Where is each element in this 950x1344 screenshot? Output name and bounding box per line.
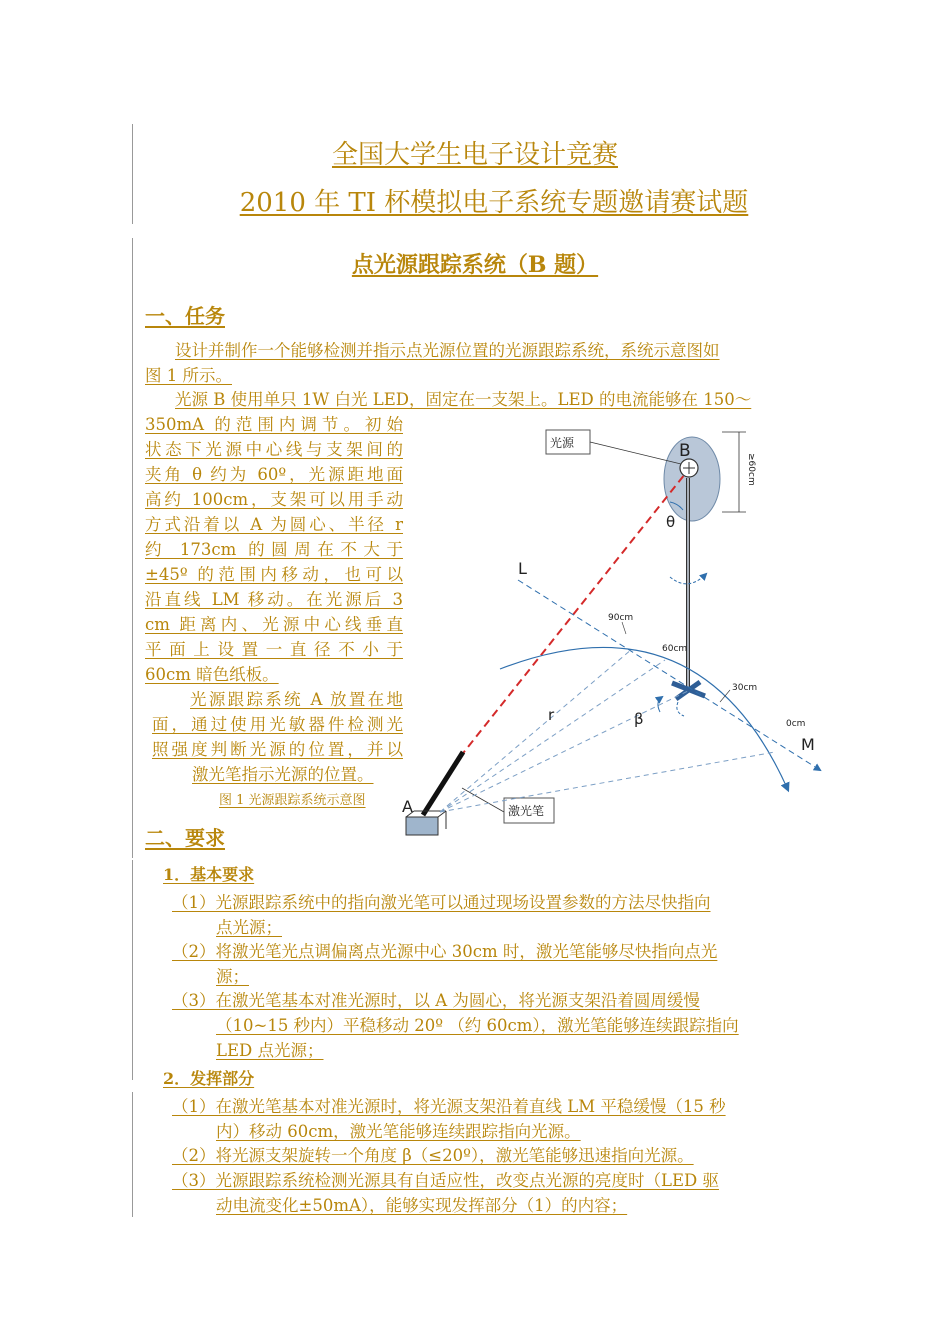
text-line: 光源 B 使用单只 1W 白光 LED，固定在一支架上。LED 的电流能够在 150～ — [175, 390, 752, 409]
text-line: cm 距离内、光源中心线垂直 — [145, 615, 403, 634]
text-line: 60cm 暗色纸板。 — [145, 665, 279, 684]
text-line: （3）光源跟踪系统检测光源具有自适应性，改变点光源的亮度时（LED 驱 — [172, 1171, 719, 1190]
label-30cm: 30cm — [732, 683, 758, 693]
exam-title — [0, 182, 950, 219]
exam-title-text: 2010 年 TI 杯模拟电子系统专题邀请赛试题 — [239, 188, 749, 218]
extra-requirements-heading: 2．发挥部分 — [163, 1069, 255, 1088]
text-line: 照强度判断光源的位置，并以 — [152, 740, 403, 759]
dark-board — [664, 437, 720, 521]
label-r: r — [548, 706, 555, 724]
text-line: 沿直线 LM 移动。在光源后 3 — [145, 590, 403, 609]
change-bar — [132, 860, 133, 1080]
problem-title: 点光源跟踪系统（B 题） — [351, 252, 599, 278]
task-paragraph-3 — [152, 687, 403, 787]
text-line: 面，通过使用光敏器件检测光 — [152, 715, 403, 734]
task-paragraph-1 — [145, 338, 807, 388]
label-a: A — [402, 797, 413, 816]
text-line: （3）在激光笔基本对准光源时，以 A 为圆心，将光源支架沿着圆周缓慢 — [172, 991, 700, 1010]
height-label: ≥60cm — [746, 453, 756, 486]
text-line: 设计并制作一个能够检测并指示点光源位置的光源跟踪系统，系统示意图如 — [175, 341, 720, 360]
theta-label: θ — [666, 513, 676, 531]
change-bar — [132, 1092, 133, 1217]
line-lm — [518, 580, 820, 770]
extra-item-1 — [172, 1094, 807, 1144]
text-line: 图 1 所示。 — [145, 366, 232, 385]
figure-caption: 图 1 光源跟踪系统示意图 — [219, 793, 366, 808]
label-90cm: 90cm — [608, 613, 634, 623]
section-requirements-heading: 二、要求 — [145, 826, 225, 850]
label-60cm: 60cm — [662, 644, 688, 654]
text-line: 高约 100cm，支架可以用手动 — [145, 490, 403, 509]
competition-title: 全国大学生电子设计竞赛 — [331, 140, 618, 170]
text-line: （2）将光源支架旋转一个角度 β（≤20º），激光笔能够迅速指向光源。 — [172, 1146, 694, 1165]
task-paragraph-2-wrap — [145, 412, 403, 687]
text-line: LED 点光源； — [216, 1041, 324, 1060]
label-0cm: 0cm — [786, 719, 806, 729]
text-line: 动电流变化±50mA），能够实现发挥部分（1）的内容； — [216, 1196, 628, 1215]
basic-item-1 — [172, 890, 807, 940]
text-line: 夹角 θ 约为 60º，光源距地面 — [145, 465, 403, 484]
radius-arc — [500, 647, 788, 790]
text-line: （1）光源跟踪系统中的指向激光笔可以通过现场设置参数的方法尽快指向 — [172, 893, 711, 912]
light-source-label: 光源 — [550, 436, 575, 450]
text-line: （2）将激光笔光点调偏离点光源中心 30cm 时，激光笔能够尽快指向点光 — [172, 942, 718, 961]
extra-item-3 — [172, 1168, 807, 1218]
laser-beam — [460, 474, 688, 757]
text-line: 350mA 的范围内调节。初始 — [145, 415, 403, 434]
label-l: L — [518, 559, 527, 578]
tracking-device-a — [406, 817, 438, 835]
label-b: B — [679, 441, 691, 461]
basic-requirements-heading: 1．基本要求 — [163, 865, 255, 884]
text-line: （10~15 秒内）平稳移动 20º （约 60cm），激光笔能够连续跟踪指向 — [216, 1016, 739, 1035]
text-line: （1）在激光笔基本对准光源时，将光源支架沿着直线 LM 平稳缓慢（15 秒 — [172, 1097, 726, 1116]
text-line: 内）移动 60cm，激光笔能够连续跟踪指向光源。 — [216, 1122, 581, 1141]
text-line: 源； — [216, 967, 249, 986]
text-line: 激光笔指示光源的位置。 — [192, 765, 374, 784]
laser-pen — [423, 752, 463, 815]
extra-item-2 — [172, 1143, 807, 1168]
change-bar — [132, 238, 133, 858]
text-line: 光源跟踪系统 A 放置在地 — [190, 690, 403, 709]
section-task-heading: 一、任务 — [145, 304, 225, 328]
label-beta: β — [634, 710, 644, 728]
text-line: 约 173cm 的圆周在不大于 — [145, 540, 403, 559]
text-line: 平面上设置一直径不小于 — [145, 640, 403, 659]
label-m: M — [801, 735, 815, 754]
task-paragraph-2-first — [145, 387, 807, 412]
text-line: 状态下光源中心线与支架间的 — [145, 440, 403, 459]
light-tracking-diagram — [400, 412, 840, 844]
basic-item-3 — [172, 988, 807, 1063]
laser-pen-label: 激光笔 — [508, 804, 545, 818]
text-line: ±45º 的范围内移动，也可以 — [145, 565, 403, 584]
text-line: 点光源； — [216, 918, 282, 937]
basic-item-2 — [172, 939, 807, 989]
text-line: 方式沿着以 A 为圆心、半径 r — [145, 515, 403, 534]
